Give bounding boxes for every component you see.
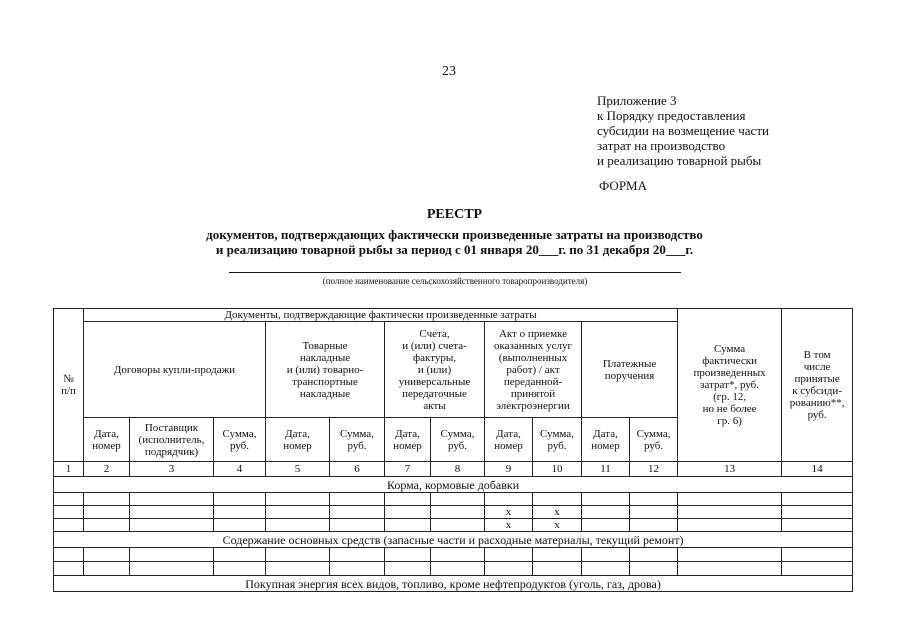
table-cell xyxy=(84,548,130,562)
table-cell xyxy=(385,493,431,506)
column-number: 1 xyxy=(54,462,84,477)
subheader-date-number: Дата, номер xyxy=(84,418,130,462)
column-number: 6 xyxy=(330,462,385,477)
table-cell xyxy=(54,506,84,519)
table-cell xyxy=(678,519,782,532)
column-number: 5 xyxy=(266,462,330,477)
table-cell xyxy=(266,506,330,519)
header-subsidy-accepted: В том числе принятые к субсиди- рованию**, руб. xyxy=(782,309,853,462)
table-cell xyxy=(533,548,582,562)
table-cell xyxy=(630,562,678,576)
table-cell xyxy=(678,562,782,576)
page-number: 23 xyxy=(442,64,456,79)
table-cell xyxy=(130,562,214,576)
table-cell xyxy=(214,548,266,562)
table-cell xyxy=(330,562,385,576)
table-cell xyxy=(782,519,853,532)
table-cell xyxy=(214,493,266,506)
table-cell xyxy=(385,519,431,532)
table-row xyxy=(54,519,853,532)
table-cell xyxy=(630,506,678,519)
table-cell xyxy=(782,493,853,506)
table-cell xyxy=(678,493,782,506)
table-cell xyxy=(782,548,853,562)
table-cell xyxy=(533,562,582,576)
table-cell xyxy=(385,562,431,576)
table-cell xyxy=(54,493,84,506)
subheader-amount: Сумма, руб. xyxy=(630,418,678,462)
column-number: 9 xyxy=(485,462,533,477)
table-cell xyxy=(582,506,630,519)
table-cell xyxy=(54,562,84,576)
header-actual-costs: Сумма фактически произведенных затрат*, руб. (гр. 12, но не более гр. 6) xyxy=(678,309,782,462)
section-energy: Покупная энергия всех видов, топливо, кроме нефтепродуктов (уголь, газ, дрова) xyxy=(54,576,853,592)
table-cell xyxy=(485,493,533,506)
table-cell xyxy=(330,493,385,506)
header-waybills: Товарные накладные и (или) товарно- транспортные накладные xyxy=(266,322,385,418)
table-cell xyxy=(385,548,431,562)
appendix-block xyxy=(597,93,769,168)
subheader-date-number: Дата, номер xyxy=(485,418,533,462)
column-number: 14 xyxy=(782,462,853,477)
document-subtitle xyxy=(0,227,909,257)
table-cell xyxy=(582,493,630,506)
table-cell xyxy=(533,493,582,506)
column-number: 7 xyxy=(385,462,431,477)
table-cell xyxy=(84,506,130,519)
table-cell xyxy=(330,519,385,532)
subtitle-line-2: и реализацию товарной рыбы за период с 01 января 20___г. по 31 декабря 20___г. xyxy=(215,242,694,257)
table-row xyxy=(54,562,853,576)
section-fixed-assets: Содержание основных средств (запасные части и расходные материалы, текущий ремонт) xyxy=(54,532,853,548)
header-invoices: Счета, и (или) счета- фактуры, и (или) универсальные передаточные акты xyxy=(385,322,485,418)
table-cell xyxy=(130,493,214,506)
table-cell xyxy=(431,562,485,576)
table-cell xyxy=(431,506,485,519)
appendix-line: к Порядку предоставления xyxy=(597,108,746,123)
subheader-date-number: Дата, номер xyxy=(385,418,431,462)
appendix-line: Приложение 3 xyxy=(597,93,677,108)
header-payment-orders: Платежные поручения xyxy=(582,322,678,418)
subheader-amount: Сумма, руб. xyxy=(330,418,385,462)
header-contracts: Договоры купли-продажи xyxy=(84,322,266,418)
table-cell xyxy=(678,506,782,519)
table-cell xyxy=(630,548,678,562)
table-cell xyxy=(431,519,485,532)
subheader-date-number: Дата, номер xyxy=(266,418,330,462)
table-cell xyxy=(84,493,130,506)
table-cell xyxy=(582,562,630,576)
table-cell xyxy=(431,548,485,562)
table-cell xyxy=(214,562,266,576)
table-cell xyxy=(330,506,385,519)
table-cell xyxy=(782,562,853,576)
table-cell xyxy=(582,519,630,532)
table-cell xyxy=(130,519,214,532)
subtitle-line-1: документов, подтверждающих фактически произведенные затраты на производство xyxy=(206,227,703,242)
header-acceptance-acts: Акт о приемке оказанных услуг (выполненных работ) / акт переданной- принятой электроэнергии xyxy=(485,322,582,418)
cross-mark-cell: х xyxy=(533,506,582,519)
table-cell xyxy=(266,548,330,562)
appendix-line: и реализацию товарной рыбы xyxy=(597,153,762,168)
subheader-supplier: Поставщик (исполнитель, подрядчик) xyxy=(130,418,214,462)
table-cell xyxy=(678,548,782,562)
registry-table xyxy=(53,308,853,592)
table-cell xyxy=(54,519,84,532)
subheader-date-number: Дата, номер xyxy=(582,418,630,462)
header-row-number: № п/п xyxy=(54,309,84,462)
producer-name-caption: (полное наименование сельскохозяйственного товаропроизводителя) xyxy=(322,276,588,286)
form-label: ФОРМА xyxy=(599,178,647,193)
table-cell xyxy=(582,548,630,562)
table-cell xyxy=(630,519,678,532)
table-cell xyxy=(214,519,266,532)
table-cell xyxy=(782,506,853,519)
table-cell xyxy=(54,548,84,562)
appendix-line: субсидии на возмещение части xyxy=(597,123,769,138)
column-number: 12 xyxy=(630,462,678,477)
table-row xyxy=(54,493,853,506)
table-cell xyxy=(84,519,130,532)
table-cell xyxy=(84,562,130,576)
subheader-amount: Сумма, руб. xyxy=(431,418,485,462)
table-cell xyxy=(485,548,533,562)
table-cell xyxy=(266,493,330,506)
table-row xyxy=(54,548,853,562)
cross-mark-cell: х xyxy=(485,519,533,532)
table-cell xyxy=(214,506,266,519)
subheader-amount: Сумма, руб. xyxy=(533,418,582,462)
table-cell xyxy=(485,562,533,576)
column-number: 2 xyxy=(84,462,130,477)
appendix-line: затрат на производство xyxy=(597,138,726,153)
cross-mark-cell: х xyxy=(533,519,582,532)
table-cell xyxy=(431,493,485,506)
column-number: 3 xyxy=(130,462,214,477)
cross-mark-cell: х xyxy=(485,506,533,519)
column-number: 11 xyxy=(582,462,630,477)
producer-name-line xyxy=(229,272,681,273)
column-number: 10 xyxy=(533,462,582,477)
table-cell xyxy=(130,506,214,519)
column-number: 4 xyxy=(214,462,266,477)
header-documents-group: Документы, подтверждающие фактически произведенные затраты xyxy=(84,309,678,322)
table-cell xyxy=(330,548,385,562)
table-cell xyxy=(266,562,330,576)
document-title: РЕЕСТР xyxy=(426,207,483,222)
table-row xyxy=(54,506,853,519)
table-cell xyxy=(630,493,678,506)
table-cell xyxy=(266,519,330,532)
column-number: 13 xyxy=(678,462,782,477)
column-number: 8 xyxy=(431,462,485,477)
table-cell xyxy=(130,548,214,562)
subheader-amount: Сумма, руб. xyxy=(214,418,266,462)
section-feed: Корма, кормовые добавки xyxy=(54,477,853,493)
table-cell xyxy=(385,506,431,519)
